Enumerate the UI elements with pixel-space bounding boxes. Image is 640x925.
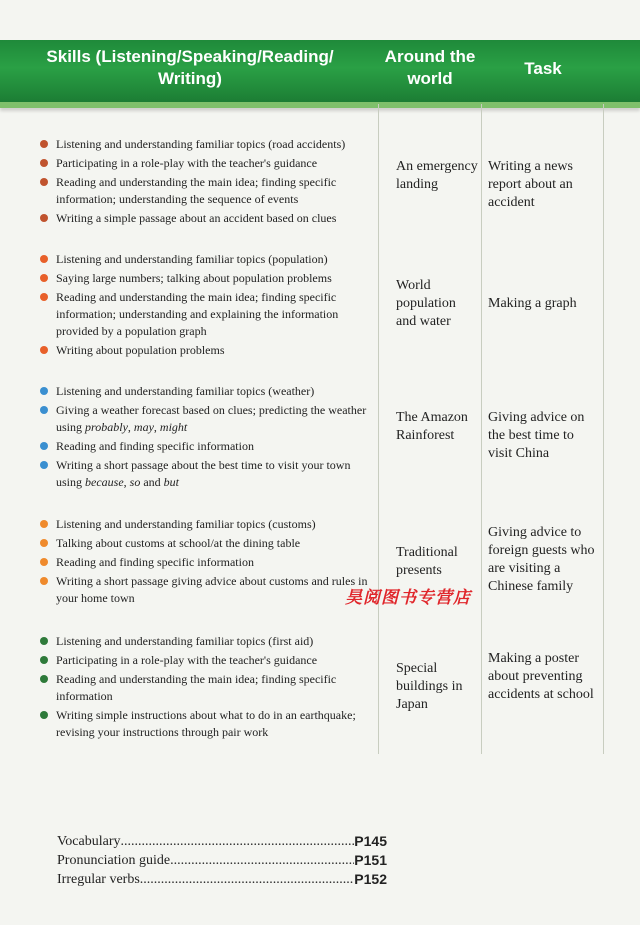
shop-watermark: 昊阅图书专营店 [345, 588, 471, 608]
bullet-dot [40, 293, 48, 301]
column-divider [603, 104, 604, 754]
bullet-dot [40, 274, 48, 282]
around-the-world-cell: World population and water [396, 278, 456, 329]
page-number: P145 [354, 833, 387, 849]
skills-list [40, 251, 370, 361]
skill-item: Listening and understanding familiar topics (weather) [40, 383, 370, 400]
task-cell: Making a poster about preventing accidents at school [488, 651, 594, 702]
skill-item: Reading and understanding the main idea; finding specific information; understanding the sequence of events [40, 174, 370, 208]
skill-item: Writing about population problems [40, 342, 370, 359]
bullet-dot [40, 255, 48, 263]
skill-item [40, 402, 370, 436]
skill-item: Participating in a role-play with the teacher's guidance [40, 652, 370, 669]
leader-dots [121, 832, 355, 851]
bullet-dot [40, 159, 48, 167]
index-row[interactable] [57, 832, 387, 851]
skills-list [40, 136, 370, 229]
around-the-world-cell: An emergency landing [396, 159, 478, 192]
table-header [0, 40, 640, 108]
bullet-dot [40, 637, 48, 645]
skills-list [40, 383, 370, 493]
world-column-header: Around the world [384, 47, 476, 88]
bullet-dot [40, 711, 48, 719]
bullet-dot [40, 675, 48, 683]
column-divider [481, 104, 482, 754]
page-number: P151 [354, 852, 387, 868]
bullet-dot [40, 214, 48, 222]
skills-column-header: Skills (Listening/Speaking/Reading/ Writing) [46, 47, 334, 88]
skill-item: Participating in a role-play with the teacher's guidance [40, 155, 370, 172]
index-label: Vocabulary [57, 834, 121, 849]
skills-list [40, 516, 370, 609]
bullet-dot [40, 520, 48, 528]
task-cell: Making a graph [488, 296, 577, 311]
bullet-dot [40, 178, 48, 186]
skill-item: Writing a simple passage about an accident based on clues [40, 210, 370, 227]
skill-with-italics: Writing a short passage about the best time to visit your town using because, so and but [56, 458, 351, 489]
bullet-dot [40, 656, 48, 664]
bullet-dot [40, 577, 48, 585]
skill-item [40, 457, 370, 491]
leader-dots [140, 870, 355, 889]
skill-item: Reading and understanding the main idea; finding specific information [40, 671, 370, 705]
index-row[interactable] [57, 870, 387, 889]
bullet-dot [40, 387, 48, 395]
skill-item: Reading and finding specific information [40, 554, 370, 571]
skill-item: Writing simple instructions about what to do in an earthquake; revising your instructions through pair work [40, 707, 370, 741]
index-label: Pronunciation guide [57, 853, 171, 868]
bullet-dot [40, 539, 48, 547]
skill-item: Reading and finding specific information [40, 438, 370, 455]
page-number: P152 [354, 871, 387, 887]
bullet-dot [40, 461, 48, 469]
skill-item: Listening and understanding familiar topics (population) [40, 251, 370, 268]
bullet-dot [40, 406, 48, 414]
bullet-dot [40, 346, 48, 354]
skills-list [40, 633, 370, 743]
around-the-world-cell: Special buildings in Japan [396, 661, 463, 712]
skill-item: Listening and understanding familiar topics (customs) [40, 516, 370, 533]
skill-item: Reading and understanding the main idea; finding specific information; understanding and explaining the information provided by a population graph [40, 289, 370, 340]
leader-dots [170, 851, 354, 870]
task-cell: Writing a news report about an accident [488, 159, 573, 210]
bullet-dot [40, 442, 48, 450]
bullet-dot [40, 558, 48, 566]
skill-item: Writing a short passage giving advice about customs and rules in your home town [40, 573, 370, 607]
index-row[interactable] [57, 851, 387, 870]
task-cell: Giving advice to foreign guests who are visiting a Chinese family [488, 525, 595, 594]
around-the-world-cell: Traditional presents [396, 545, 458, 578]
skill-with-italics: Giving a weather forecast based on clues; predicting the weather using probably, may, might [56, 403, 367, 434]
appendix-index [57, 832, 387, 889]
column-divider [378, 104, 379, 754]
skill-item: Listening and understanding familiar topics (first aid) [40, 633, 370, 650]
task-cell: Giving advice on the best time to visit China [488, 410, 585, 461]
skill-item: Listening and understanding familiar topics (road accidents) [40, 136, 370, 153]
skill-item: Saying large numbers; talking about population problems [40, 270, 370, 287]
task-column-header: Task [524, 59, 562, 78]
bullet-dot [40, 140, 48, 148]
index-label: Irregular verbs [57, 872, 140, 887]
skill-item: Talking about customs at school/at the dining table [40, 535, 370, 552]
around-the-world-cell: The Amazon Rainforest [396, 410, 468, 443]
